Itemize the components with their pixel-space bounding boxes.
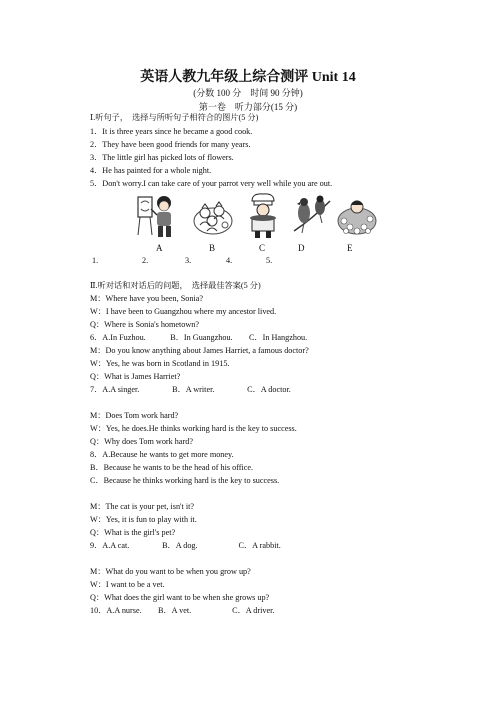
question-6-options: 6．A.In Fuzhou. B．In Guangzhou. C．In Hangzhou. — [90, 333, 308, 342]
answer-num-5: 5. — [266, 256, 273, 265]
picture-label-c: C — [259, 243, 266, 253]
question-7-options: 7．A.A singer. B．A writer. C．A doctor. — [90, 385, 291, 394]
question-10-options: 10．A.A nurse. B．A vet. C．A driver. — [90, 606, 275, 615]
dialogue-line: M：What do you want to be when you grow up? — [90, 567, 251, 576]
sentence-3: 3．The little girl has picked lots of flowers. — [90, 153, 234, 162]
question-8-option-b: B．Because he wants to be the head of his office. — [90, 463, 254, 472]
question-8-option-a: 8．A.Because he wants to get more money. — [90, 450, 234, 459]
dialogue-line: M：Where have you been, Sonia? — [90, 294, 203, 303]
score-time-info: (分数 100 分 时间 90 分钟) — [193, 88, 303, 98]
picture-label-e: E — [347, 243, 353, 253]
dialogue-line: Q：What is James Harriet? — [90, 372, 181, 381]
dialogue-line: M：The cat is your pet, isn't it? — [90, 502, 195, 511]
sentence-5: 5．Don't worry.I can take care of your parrot very well while you are out. — [90, 179, 333, 188]
picture-label-b: B — [209, 243, 216, 253]
dialogue-line: W：Yes, it is fun to play with it. — [90, 515, 197, 524]
answer-num-1: 1. — [92, 256, 99, 265]
dialogue-line: M：Does Tom work hard? — [90, 411, 179, 420]
dialogue-line: W：Yes, he does.He thinks working hard is the key to success. — [90, 424, 297, 433]
answer-num-2: 2. — [142, 256, 149, 265]
page-title: 英语人教九年级上综合测评 Unit 14 — [140, 70, 356, 85]
question-9-options: 9．A.A cat. B．A dog. C．A rabbit. — [90, 541, 281, 550]
answer-num-4: 4. — [226, 256, 233, 265]
part2-heading: Ⅱ.听对话和对话后的问题， 选择最佳答案(5 分) — [90, 281, 261, 290]
dialogue-line: Q：What does the girl want to be when she grows up? — [90, 593, 270, 602]
parrots-picture — [290, 191, 332, 239]
part1-heading: Ⅰ.听句子， 选择与所听句子相符合的图片(5 分) — [90, 113, 259, 122]
boy-painting-picture — [136, 191, 178, 239]
sentence-4: 4．He has painted for a whole night. — [90, 166, 212, 175]
answer-num-3: 3. — [185, 256, 192, 265]
dialogue-line: M：Do you know anything about James Harriet, a famous doctor? — [90, 346, 309, 355]
picture-label-d: D — [298, 243, 305, 253]
sentence-2: 2．They have been good friends for many years. — [90, 140, 251, 149]
flowers-picture — [336, 191, 378, 239]
dialogue-line: W：I want to be a vet. — [90, 580, 165, 589]
question-8-option-c: C．Because he thinks working hard is the key to success. — [90, 476, 280, 485]
cook-picture — [242, 191, 284, 239]
dialogue-line: Q：What is the girl's pet? — [90, 528, 176, 537]
dialogue-line: W：Yes, he was born in Scotland in 1915. — [90, 359, 230, 368]
sentence-1: 1．It is three years since he became a good cook. — [90, 127, 253, 136]
dialogue-line: W：I have been to Guangzhou where my ancestor lived. — [90, 307, 277, 316]
dialogue-line: Q：Why does Tom work hard? — [90, 437, 193, 446]
section-heading: 第一卷 听力部分(15 分) — [198, 102, 298, 112]
picture-strip — [128, 191, 380, 241]
friends-picture — [192, 191, 234, 239]
picture-label-a: A — [156, 243, 163, 253]
dialogue-line: Q：Where is Sonia's hometown? — [90, 320, 200, 329]
